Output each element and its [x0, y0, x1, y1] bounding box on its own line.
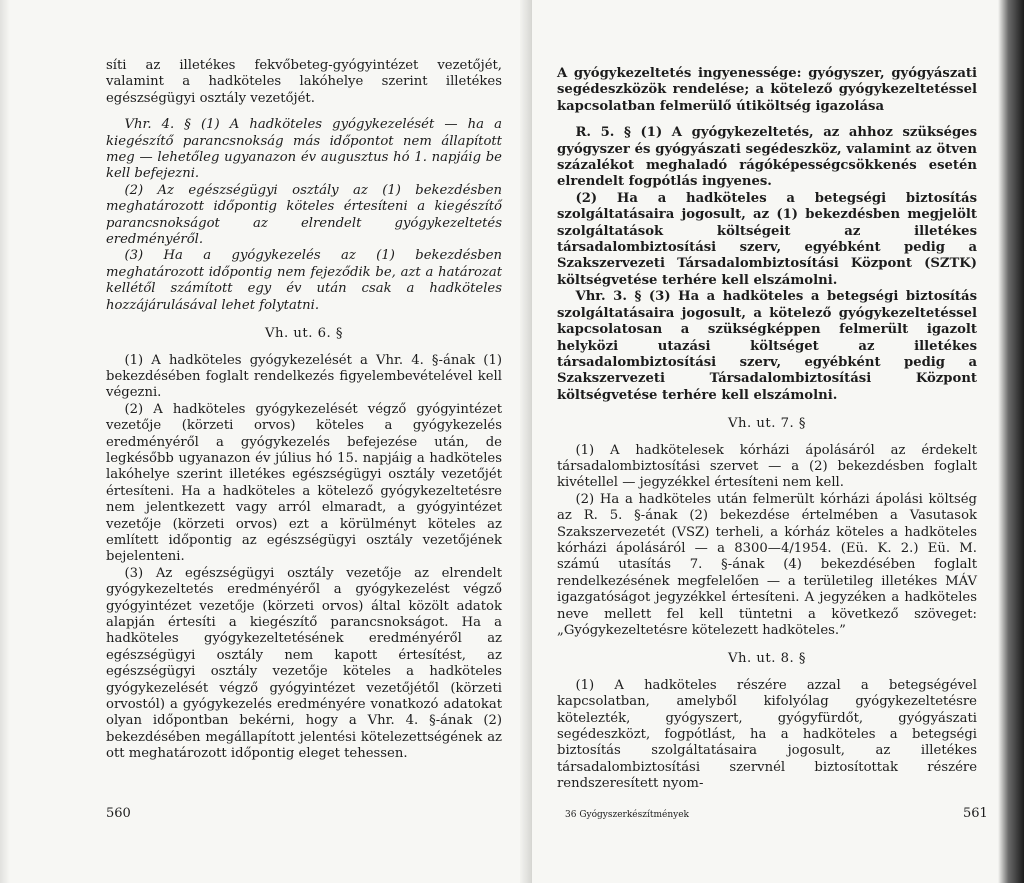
- section6-paragraph-3: (3) Az egészségügyi osztály vezetője az elrendelt gyógykezeltetés eredményéről a gyógykezelést végző gyógyintézet vezetője (körzeti orvos) által közölt adatok alapján értesíti a kiegészítő parancsnokságot. Ha a hadköteles gyógykezeltetésének eredményéről az egészségügyi osztály nem kapott értesítést, az egészségügyi osztály vezetője köteles a hadköteles gyógykezelését végző gyógyintézet vezetőjétől (körzeti orvostól) a gyógykezelés eredményére vonatkozó adatokat olyan időpontban bekérni, hogy a Vhr. 4. §-ának (2) bekezdésében megállapított jelentési kötelezettségének az ott meghatározott időpontig eleget tehessen.: [106, 565, 502, 762]
- bold-section-title: A gyógykezeltetés ingyenessége: gyógyszer, gyógyászati segédeszközök rendelése; a kötelező gyógykezeltetéssel kapcsolatban felmerülő útiköltség igazolása: [557, 66, 977, 114]
- vhr4-paragraph-1: Vhr. 4. § (1) A hadköteles gyógykezelését — ha a kiegészítő parancsnokság más időpontot nem állapított meg — lehetőleg ugyanazon év augusztus hó 1. napjáig be kell befejezni.: [106, 117, 502, 182]
- right-text-column: [557, 66, 977, 793]
- page-number-right: 561: [963, 806, 988, 821]
- section7-paragraph-1: (1) A hadkötelesek kórházi ápolásáról az érdekelt társadalombiztosítási szervet — a (2) bekezdésben foglalt kivétellel — jegyzékkel értesíteni nem kell.: [557, 442, 977, 491]
- section-heading-6: Vh. ut. 6. §: [265, 326, 343, 342]
- signature-line: 36 Gyógyszerkészítmények: [565, 810, 689, 820]
- r5-paragraph-2: (2) Ha a hadköteles a betegségi biztosítás szolgáltatásaira jogosult, az (1) bekezdésben megjelölt szolgáltatások költségeit az illetékes társadalombiztosítási szerv, egyébként pedig a Szakszervezeti Társadalombiztosítási Központ (SZTK) költségvetése terhére kell elszámolni.: [557, 190, 977, 288]
- vhr4-paragraph-3: (3) Ha a gyógykezelés az (1) bekezdésben meghatározott időpontig nem fejeződik be, azt a határozat kellétől számított egy év után csak a hadköteles hozzájárulásával lehet folytatni.: [106, 248, 502, 313]
- page-edge-shadow-right: [998, 0, 1024, 883]
- page-number-left: 560: [106, 806, 131, 821]
- section6-paragraph-1: (1) A hadköteles gyógykezelését a Vhr. 4. §-ának (1) bekezdésében foglalt rendelkezés figyelembevételével kell végezni.: [106, 352, 502, 401]
- continued-paragraph: síti az illetékes fekvőbeteg-gyógyintézet vezetőjét, valamint a hadköteles lakóhelye szerint illetékes egészségügyi osztály vezetőjét.: [106, 58, 502, 106]
- r5-paragraph-1: R. 5. § (1) A gyógykezeltetés, az ahhoz szükséges gyógyszer és gyógyászati segédeszköz, valamint az ötven százalékot meghaladó rágóképességcsökkenés esetén elrendelt fogpótlás ingyenes.: [557, 125, 977, 190]
- section-heading-7: Vh. ut. 7. §: [728, 416, 806, 432]
- left-text-column: [106, 58, 502, 763]
- section6-paragraph-2: (2) A hadköteles gyógykezelését végző gyógyintézet vezetője (körzeti orvos) köteles a gyógykezelés eredményéről a gyógykezelés befejezése után, de legkésőbb ugyanazon év július hó 15. napjáig a hadköteles lakóhelye szerint illetékes egészségügyi osztály vezetőjét értesíteni. Ha a hadköteles a kötelező gyógykezeltetésre nem jelentkezett vagy arról elmaradt, a gyógyintézet vezetője (körzeti orvos) ezt a körülményt köteles az említett időpontig az egészségügyi osztály vezetőjének bejelenteni.: [106, 401, 502, 565]
- vhr4-paragraph-2: (2) Az egészségügyi osztály az (1) bekezdésben meghatározott időpontig köteles értesíteni a kiegészítő parancsnokságot az elrendelt gyógykezeltetés eredményéről.: [106, 182, 502, 248]
- vhr3-paragraph: Vhr. 3. § (3) Ha a hadköteles a betegségi biztosítás szolgáltatásaira jogosult, a kötelező gyógykezeltetéssel kapcsolatosan a szükségképpen felmerült igazolt helyközi utazási költséget az illetékes társadalombiztosítási szerv, egyébként pedig a Szakszervezeti Társadalombiztosítási Központ költségvetése terhére kell elszámolni.: [557, 289, 977, 403]
- section7-paragraph-2: (2) Ha a hadköteles után felmerült kórházi ápolási költség az R. 5. §-ának (2) bekezdése értelmében a Vasutasok Szakszervezetét (VSZ) terheli, a kórház köteles a hadköteles kórházi ápolásáról — a 8300—4/1954. (Eü. K. 2.) Eü. M. számú utasítás 7. §-ának (4) bekezdésében foglalt rendelkezésének megfelelően — a területileg illetékes MÁV igazgatóságot jegyzékkel értesíteni. A jegyzéken a hadköteles neve mellett fel kell tüntetni a következő szöveget: „Gyógykezeltetésre kötelezett hadköteles.”: [557, 491, 977, 638]
- section8-paragraph-1: (1) A hadköteles részére azzal a betegségével kapcsolatban, amelyből kifolyólag gyógykezeltetésre kötelezték, gyógyszert, gyógyfürdőt, gyógyászati segédeszközt, fogpótlást, ha a hadköteles a betegségi biztosítás szolgáltatásaira jogosult, az illetékes társadalombiztosítási szervnél biztosítottak részére rendszeresített nyom-: [557, 677, 977, 792]
- section-heading-8: Vh. ut. 8. §: [728, 651, 806, 667]
- right-page: [532, 0, 1024, 883]
- page-edge-shadow: [0, 0, 10, 883]
